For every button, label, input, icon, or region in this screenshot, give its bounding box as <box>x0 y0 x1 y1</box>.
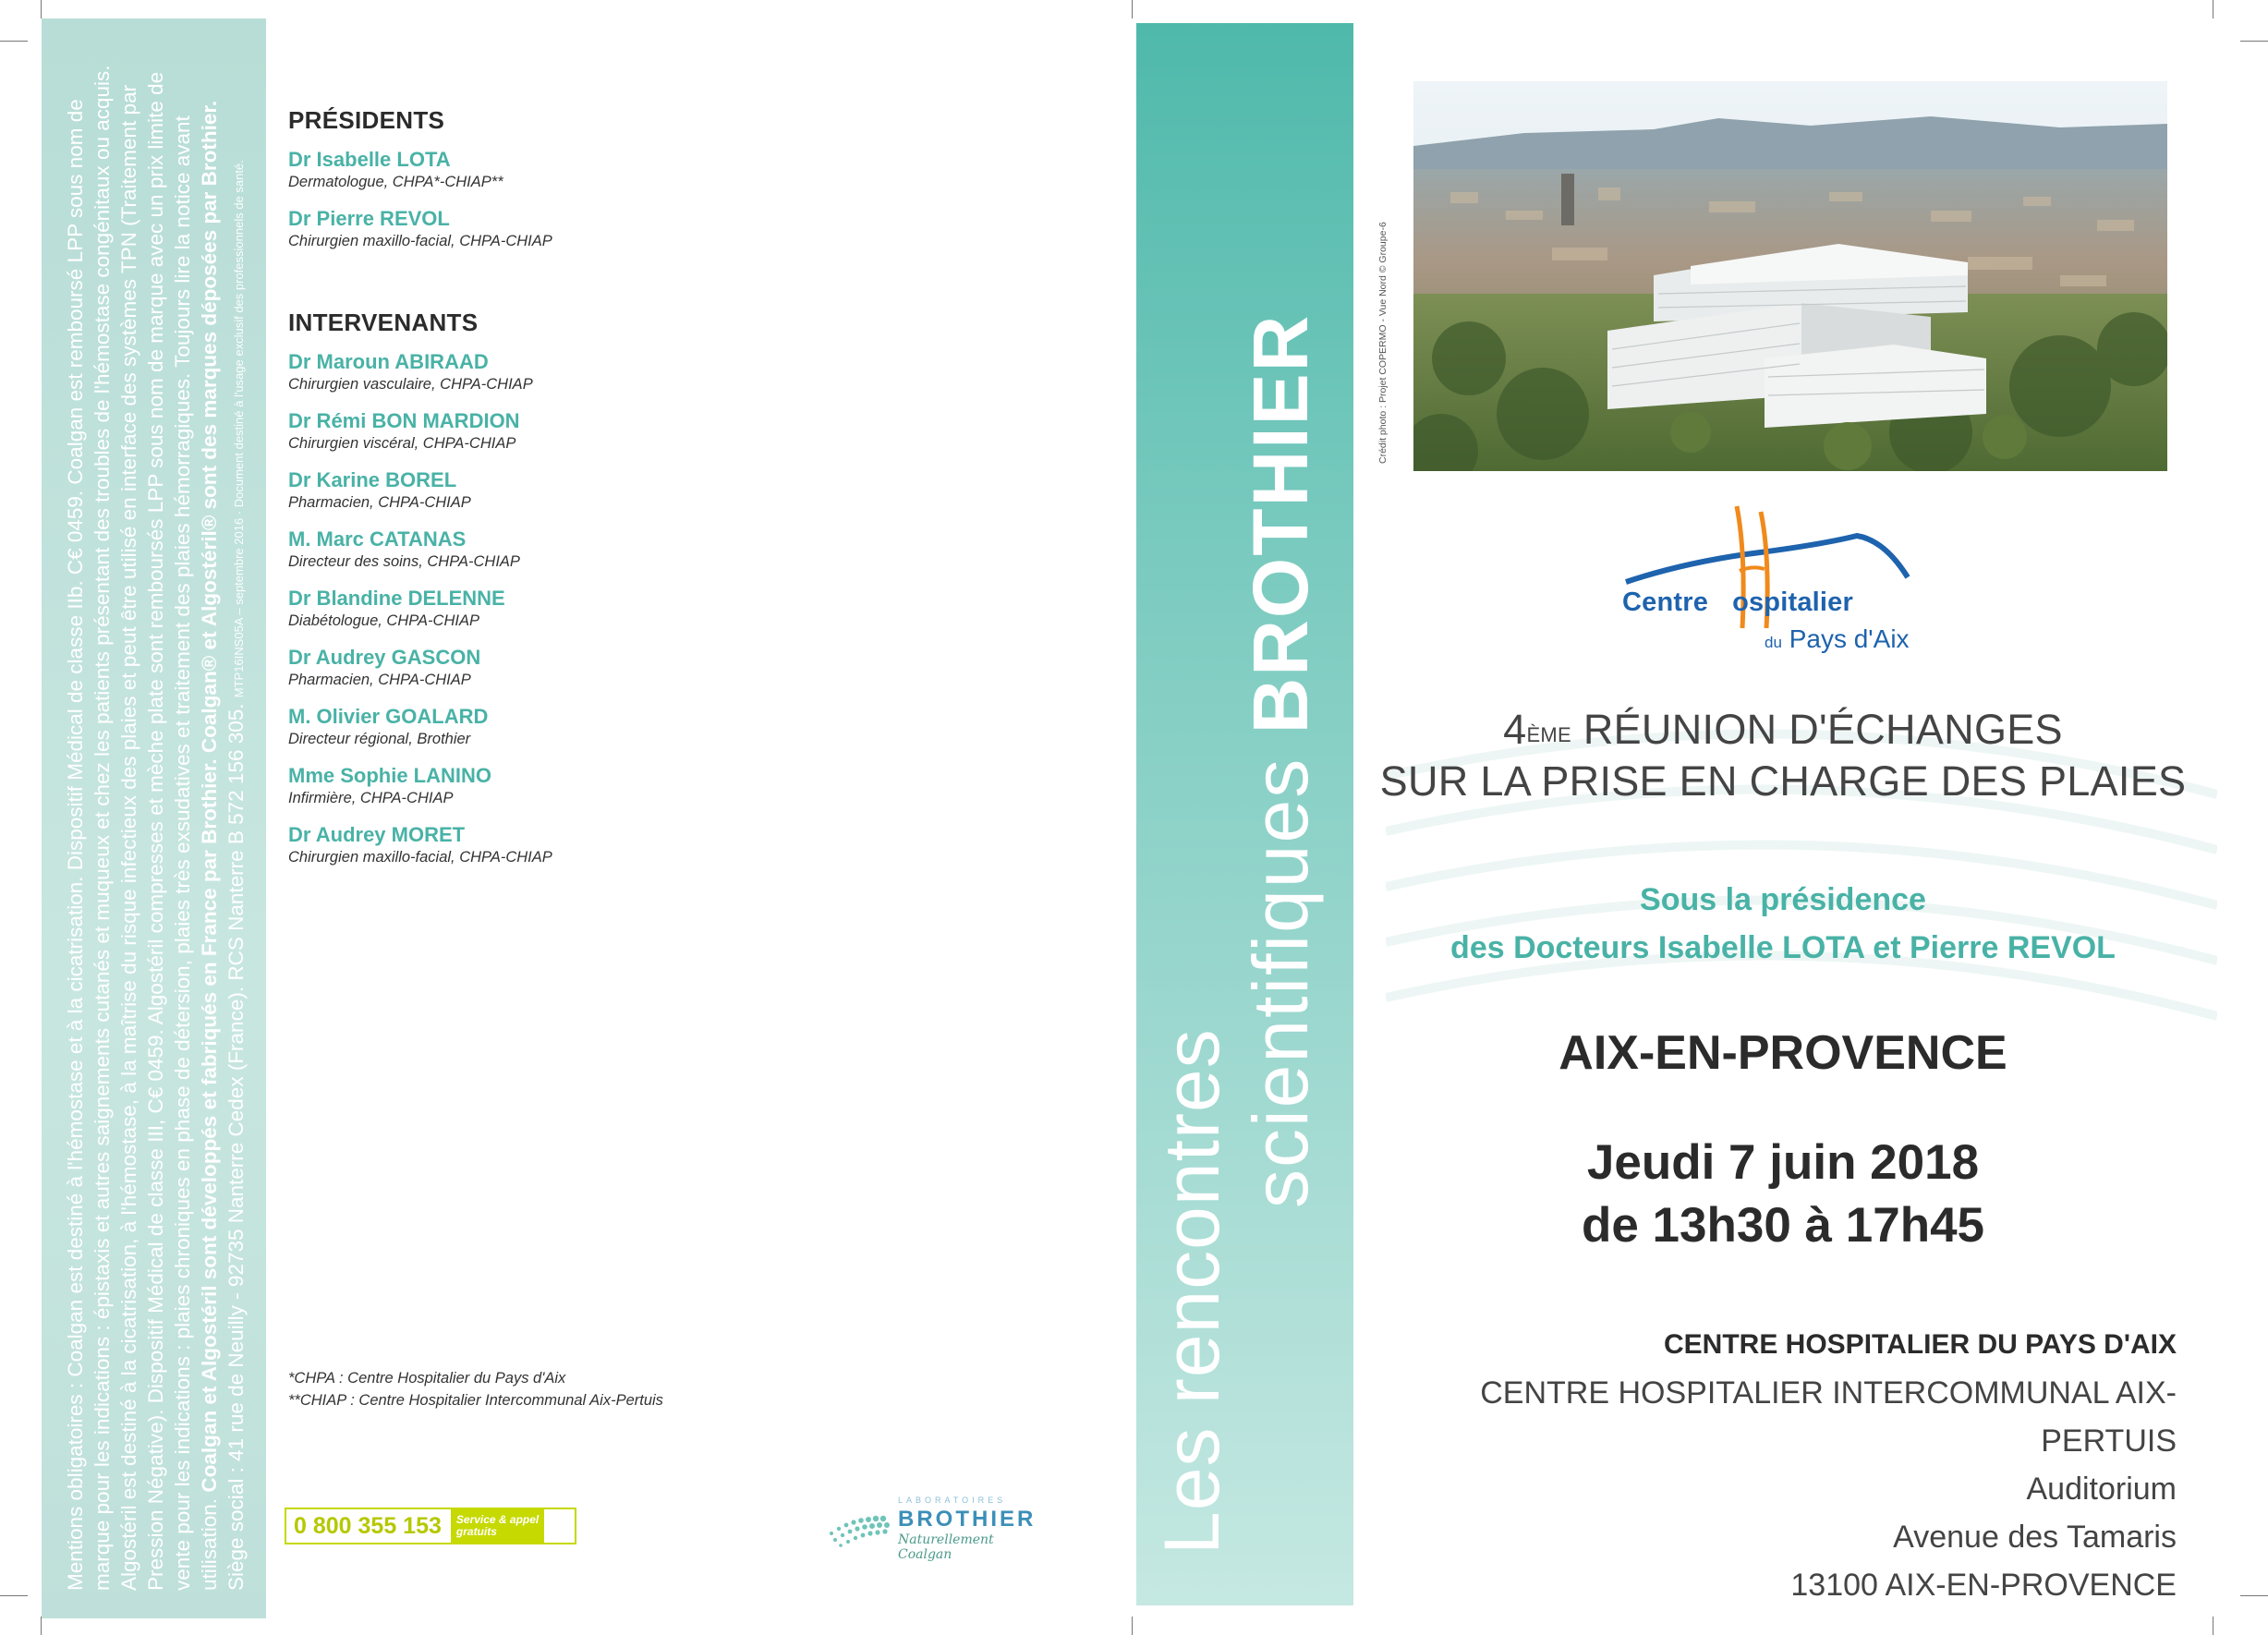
logo-word-hospitalier: ospitalier <box>1732 587 1853 617</box>
person-entry <box>288 646 769 690</box>
person-name: Dr Maroun ABIRAAD <box>288 350 489 373</box>
person-name: M. Marc CATANAS <box>288 527 467 551</box>
phone-tag <box>451 1509 544 1543</box>
address-line2: CENTRE HOSPITALIER INTERCOMMUNAL AIX-PERTUIS <box>1480 1375 2177 1459</box>
event-city: AIX-EN-PROVENCE <box>1558 1026 2007 1080</box>
hospital-logo-title <box>1622 587 1853 618</box>
hospital-photo <box>1413 81 2167 471</box>
title-line1: RÉUNION D'ÉCHANGES <box>1571 706 2063 753</box>
person-role: Diabétologue, CHPA-CHIAP <box>288 612 479 629</box>
brand-name: BROTHIER <box>898 1507 1037 1532</box>
presidency-line2: des Docteurs Isabelle LOTA et Pierre REVOL <box>1450 930 2116 965</box>
band-title-line2 <box>1236 314 1326 1208</box>
hospital-logo-subtitle <box>1765 624 1910 654</box>
phone-box <box>285 1508 576 1544</box>
person-entry <box>288 350 769 394</box>
person-entry <box>288 207 769 251</box>
presidency <box>1404 876 2162 972</box>
brand-tagline: Naturellement Coalgan <box>898 1532 994 1562</box>
date-line1: Jeudi 7 juin 2018 <box>1586 1135 1980 1190</box>
photo-credit-text: Crédit photo : Projet COPERMO - Vue Nord © Groupe-6 <box>1377 222 1389 464</box>
crop-mark <box>41 0 42 18</box>
legal-text-block <box>42 18 266 1618</box>
crop-mark <box>0 1595 28 1596</box>
person-name: Dr Isabelle LOTA <box>288 148 451 171</box>
footnote-chiap: **CHIAP : Centre Hospitalier Intercommunal Aix-Pertuis <box>288 1392 663 1409</box>
presidency-line1: Sous la présidence <box>1640 882 1926 917</box>
person-role: Chirurgien viscéral, CHPA-CHIAP <box>288 435 516 452</box>
person-name: Dr Rémi BON MARDION <box>288 409 520 432</box>
phone-tag-line1: Service & appel <box>455 1513 540 1526</box>
address-line5: 13100 AIX-EN-PROVENCE <box>1790 1568 2177 1603</box>
person-entry <box>288 705 769 749</box>
person-entry <box>288 587 769 631</box>
person-role: Chirurgien maxillo-facial, CHPA-CHIAP <box>288 849 552 866</box>
person-entry <box>288 823 769 867</box>
person-name: Dr Blandine DELENNE <box>288 587 505 610</box>
person-name: Mme Sophie LANINO <box>288 764 492 787</box>
phone-tag-line2: gratuits <box>455 1525 497 1538</box>
person-role: Chirurgien maxillo-facial, CHPA-CHIAP <box>288 233 552 249</box>
title-superscript: ÈME <box>1526 723 1572 746</box>
brothier-logo <box>822 1492 1037 1562</box>
event-title <box>1349 704 2217 807</box>
person-name: Dr Karine BOREL <box>288 468 457 491</box>
band-title-line1: Les rencontres <box>1148 1028 1235 1555</box>
address-line3: Auditorium <box>2026 1472 2177 1507</box>
person-entry <box>288 527 769 572</box>
person-role: Infirmière, CHPA-CHIAP <box>288 790 454 806</box>
logo-word-du: du <box>1765 634 1782 651</box>
teal-band <box>1136 23 1353 1605</box>
person-entry <box>288 468 769 513</box>
crop-mark <box>1132 0 1133 18</box>
names-column <box>288 106 769 882</box>
person-entry <box>288 148 769 192</box>
title-number: 4 <box>1503 706 1527 753</box>
person-role: Pharmacien, CHPA-CHIAP <box>288 494 471 511</box>
address-line1: CENTRE HOSPITALIER DU PAYS D'AIX <box>1664 1329 2177 1360</box>
person-name: Dr Audrey MORET <box>288 823 466 846</box>
person-role: Pharmacien, CHPA-CHIAP <box>288 672 471 688</box>
footnotes <box>288 1367 663 1411</box>
legal-text: Mentions obligatoires : Coalgan est destiné à l'hémostase et à la cicatrisation. Dispositif Médical de classe IIb. C€ 0459. Coalgan est remboursé LPP sous nom de marque pour les indications : épistaxis et autres saignements cutanés et muqueux et chez les patients présentant des troubles de l'hémostase congénitaux ou acquis. Algostéril est destiné à la cicatrisation, à l'hémostase, à la maîtrise du risque infectieux des plaies et peut être utilisé en interface des systèmes TPN (Traitement par Pression Négative). Dispositif Médical de classe III, C€ 0459. Algostéril compresses et mèche plate sont remboursés LPP sous nom de marque avec un prix limite de vente pour les indications : plaies chroniques en phase de détersion, plaies très exsudatives et traitement des plaies hémorragiques. Toujours lire la notice avant utilisation. <box>64 65 221 1591</box>
event-date <box>1404 1132 2162 1257</box>
legal-band <box>42 18 266 1618</box>
brothier-wave-icon <box>822 1492 896 1556</box>
brand-lab: LABORATOIRES <box>898 1496 1007 1505</box>
crop-mark <box>2240 41 2268 42</box>
crop-mark <box>1132 1617 1133 1635</box>
legal-note: MTP16INS05A – septembre 2016 · Document destiné à l'usage exclusif des professionnels de santé. <box>232 160 246 698</box>
legal-tail: Siège social : 41 rue de Neuilly - 92735 Nanterre Cedex (France). RCS Nanterre B 572 156 305. <box>224 703 248 1591</box>
crop-mark <box>41 1617 42 1635</box>
person-name: Dr Pierre REVOL <box>288 207 450 230</box>
person-entry <box>288 409 769 454</box>
footnote-chpa: *CHPA : Centre Hospitalier du Pays d'Aix <box>288 1370 566 1387</box>
logo-word-pays: Pays d'Aix <box>1789 624 1910 653</box>
crop-mark <box>2240 1595 2268 1596</box>
person-role: Directeur régional, Brothier <box>288 731 471 747</box>
event-address <box>1386 1321 2177 1609</box>
hospital-logo <box>1607 499 1912 665</box>
person-role: Dermatologue, CHPA*-CHIAP** <box>288 174 503 190</box>
band-title-light: scientifiques <box>1237 757 1324 1208</box>
person-entry <box>288 764 769 808</box>
title-line2: SUR LA PRISE EN CHARGE DES PLAIES <box>1379 757 2187 805</box>
photo-credit <box>1374 159 1396 464</box>
person-name: M. Olivier GOALARD <box>288 705 489 728</box>
logo-word-centre: Centre <box>1622 587 1709 617</box>
band-title-bold: BROTHIER <box>1237 313 1324 734</box>
person-name: Dr Audrey GASCON <box>288 646 481 669</box>
legal-bold-text: Coalgan et Algostéril sont développés et fabriqués en France par Brothier. Coalgan® et Algostéril® sont des marques déposées par Brothier. <box>198 100 221 1493</box>
date-line2: de 13h30 à 17h45 <box>1581 1198 1985 1253</box>
crop-mark <box>0 41 28 42</box>
presidents-heading: PRÉSIDENTS <box>288 106 445 134</box>
person-role: Directeur des soins, CHPA-CHIAP <box>288 553 520 570</box>
phone-number: 0 800 355 153 <box>294 1512 442 1539</box>
address-line4: Avenue des Tamaris <box>1893 1520 2177 1555</box>
person-role: Chirurgien vasculaire, CHPA-CHIAP <box>288 376 533 393</box>
speakers-heading: INTERVENANTS <box>288 309 479 336</box>
